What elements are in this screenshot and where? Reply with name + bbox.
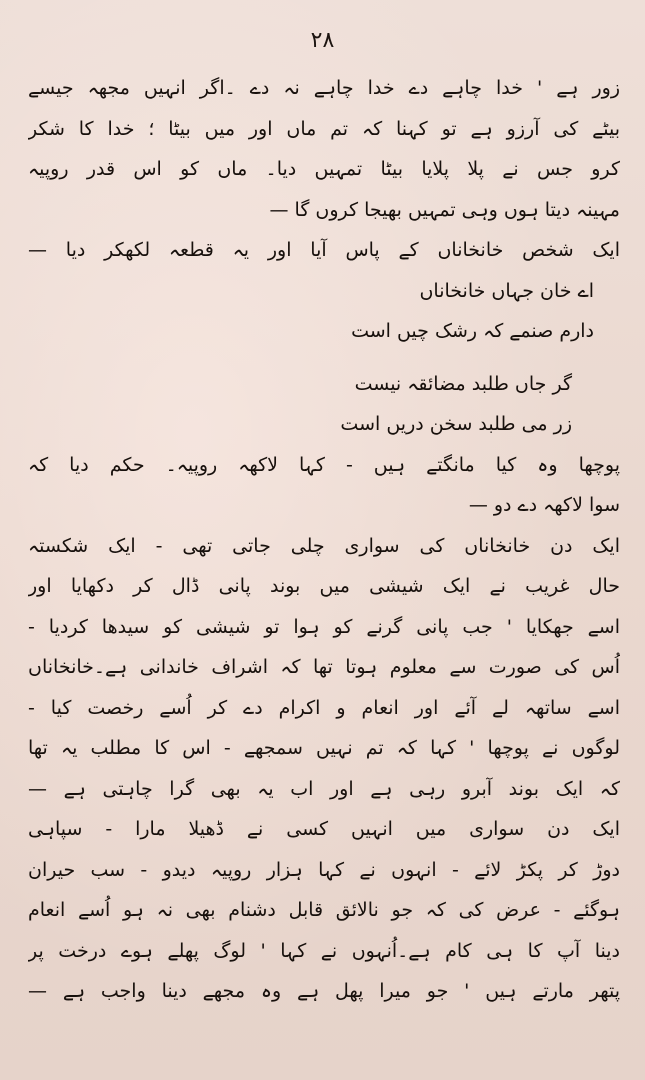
text-line: کرو جس نے پلا پلایا بیٹا تمہیں دیا۔ ماں کو اس قدر روپیہ — [28, 158, 620, 180]
text-line: پوچھا وہ کیا مانگتے ہیں - کہا لاکھہ روپیہ۔ حکم دیا کہ — [28, 453, 620, 476]
text-line: ہوگئے - عرض کی کہ جو نالائق قابل دشنام بھی نہ ہو اُسے انعام — [28, 899, 620, 921]
text-line: ایک دن سواری میں انہیں کسی نے ڈھیلا مارا - سپاہی — [28, 818, 620, 840]
text-line: دوڑ کر پکڑ لائے - انہوں نے کہا ہزار روپیہ دیدو - سب حیران — [28, 858, 620, 881]
text-line: اسے ساتھہ لے آئے اور انعام و اکرام دے کر اُسے رخصت کیا - — [28, 696, 620, 719]
verse-line: اے خان جہاں خانخاناں — [419, 279, 594, 302]
text-line: زور ہے ' خدا چاہے دے خدا چاہے نہ دے ۔اگر انہیں مجھہ جیسے — [28, 77, 620, 99]
verse-line: دارم صنمے کہ رشک چیں است — [351, 320, 594, 342]
text-line: دینا آپ کا ہی کام ہے۔اُنہوں نے کہا ' لوگ پھلے ہوے درخت پر — [28, 939, 620, 962]
page-number: ٢٨ — [310, 28, 335, 53]
page-text — [28, 68, 620, 1012]
text-line: سوا لاکھہ دے دو — — [468, 494, 620, 516]
text-line: پتھر مارتے ہیں ' جو میرا پھل ہے وہ مجھے دینا واجب ہے — — [28, 980, 620, 1002]
text-line: مہینہ دیتا ہوں وہی تمہیں بھیجا کروں گا — — [269, 198, 620, 221]
text-line: حال غریب نے ایک شیشی میں بوند پانی ڈال کر دکھایا اور — [28, 575, 620, 597]
text-line: کہ ایک بوند آبرو رہی ہے اور اب یہ بھی گرا چاہتی ہے — — [28, 777, 620, 800]
verse-line: زر می طلبد سخن دریں است — [340, 413, 572, 435]
text-line: بیٹے کی آرزو ہے تو کہنا کہ تم ماں اور میں بیٹا ؛ خدا کا شکر — [28, 117, 620, 140]
text-line: اُس کی صورت سے معلوم ہوتا تھا کہ اشراف خاندانی ہے۔خانخاناں — [28, 656, 620, 678]
text-line: اسے جھکایا ' جب پانی گرنے کو ہوا تو شیشی کو سیدھا کردیا - — [28, 615, 620, 638]
text-line: لوگوں نے پوچھا ' کہا کہ تم نہیں سمجھے - اس کا مطلب یہ تھا — [28, 737, 620, 759]
text-line: ایک دن خانخاناں کی سواری چلی جاتی تھی - ایک شکستہ — [28, 534, 620, 557]
verse-spacer — [28, 352, 620, 364]
text-line: ایک شخص خانخاناں کے پاس آیا اور یہ قطعہ لکھکر دیا — — [28, 239, 620, 261]
verse-line: گر جاں طلبد مضائقہ نیست — [354, 372, 572, 395]
